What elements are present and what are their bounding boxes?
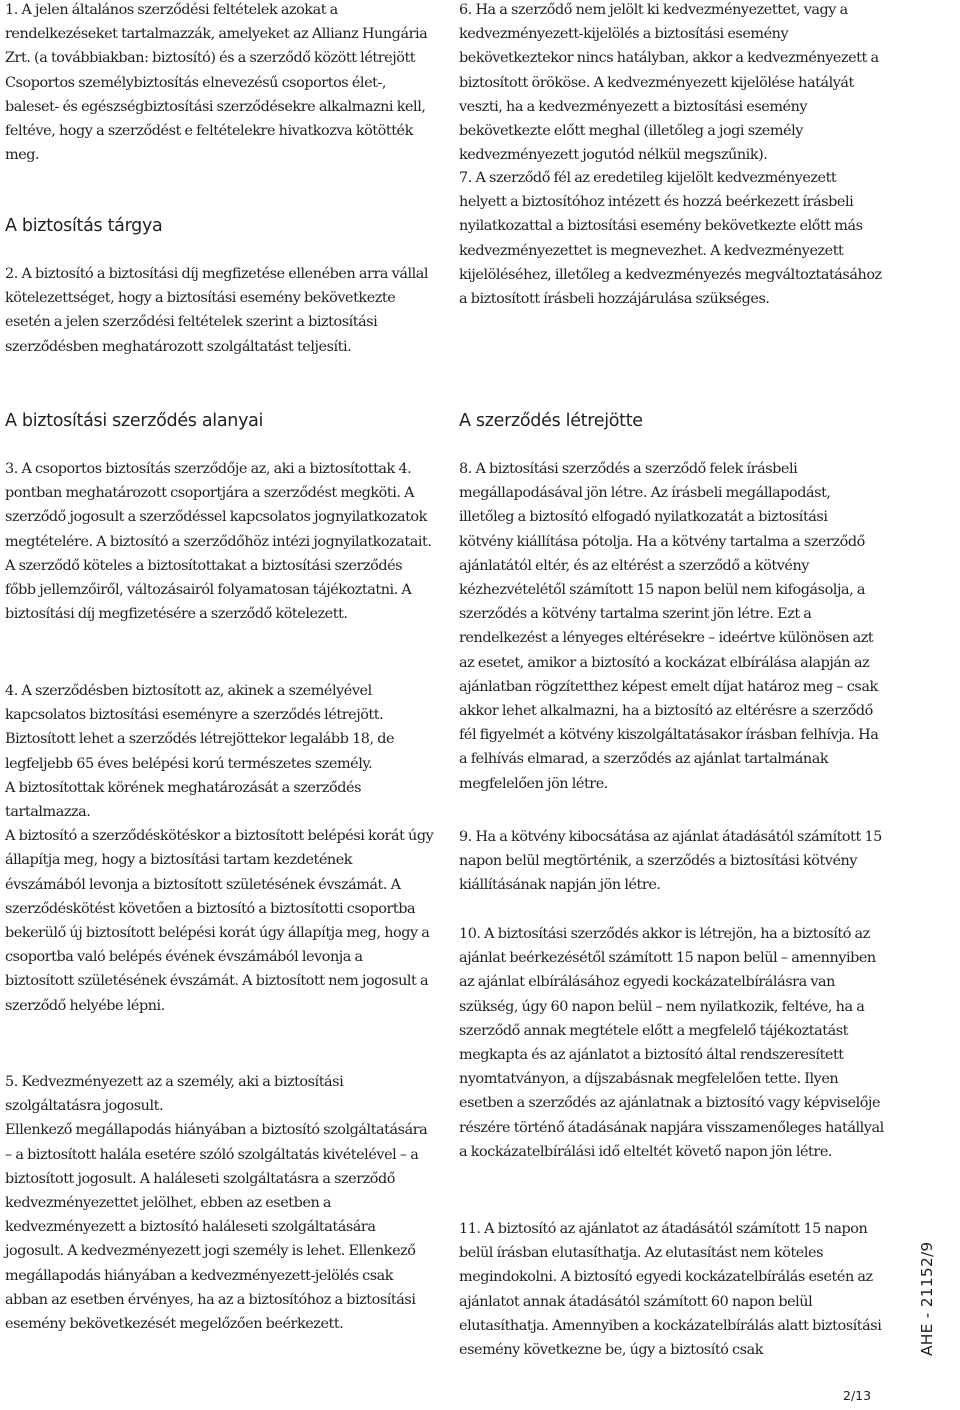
section-5-block: [5, 1070, 435, 1336]
section-8-paragraph: 8. A biztosítási szerződés a szerződő felek írásbeli megállapodásával jön létre. Az írásbeli megállapodást, illetőleg a biztosító elfogadó nyilatkozatát a biztosítási kötvény kiállítása pótolja. Ha a kötvény tartalma a szerződő ajánlatától eltér, és az eltérést a szerződő a kötvény kézhezvételétől számított 15 napon belül nem kifogásolja, a szerződés a kötvény tartalma szerint jön létre. Ezt a rendelkezést a lényeges eltérésekre – ideértve különösen azt az esetet, amikor a biztosító a kockázat elbírálása alapján az ajánlatban rögzítetthez képest emelt díjat határoz meg – csak akkor lehet alkalmazni, ha a biztosító az eltérésre a szerződő fél figyelmét a kötvény kiszolgáltatásakor írásban felhívja. Ha a felhívás elmarad, a szerződés az ajánlat tartalmának megfelelően jön létre.: [459, 461, 879, 792]
page-number: 2/13: [843, 1388, 872, 1403]
section-4-paragraph: A biztosító a szerződéskötéskor a biztosított belépési korát úgy állapítja meg, hogy a biztosítási tartam kezdetének évszámából levonja a biztosított születésének évszámát. A szerződéskötést követően a biztosító a biztosítotti csoportba bekerülő új biztosított belépési korát úgy állapítja meg, hogy a csoportba való belépés évének évszámából levonja a biztosított születésének évszámát. A biztosított nem jogosult a szerződő helyébe lépni.: [5, 828, 434, 1014]
section-4-block: [5, 679, 435, 1018]
section-6-paragraph: 6. Ha a szerződő nem jelölt ki kedvezményezettet, vagy a kedvezményezett-kijelölés a biztosítási esemény bekövetkeztekor nincs hatályban, akkor a kedvezményezett a biztosított örököse. A kedvezményezett kijelölése hatályát veszti, ha a kedvezményezett a biztosítási esemény bekövetkezte előtt meghal (illetőleg a jogi személy kedvezményezett jogutód nélkül megszűnik).: [459, 2, 879, 164]
heading-subject-of-insurance: A biztosítás tárgya: [5, 216, 163, 236]
section-5-paragraph: Ellenkező megállapodás hiányában a biztosító szolgáltatására – a biztosított halála esetére szóló szolgáltatás kivételével – a biztosított jogosult. A haláleseti szolgáltatásra a szerződő kedvezményezettet jelölhet, ebben az esetben a kedvezményezett a biztosító haláleseti szolgáltatására jogosult. A kedvezményezett jogi személy is lehet. Ellenkező megállapodás hiányában a kedvezményezett-jelölés csak abban az esetben érvényes, ha az a biztosítóhoz a biztosítási esemény bekövetkezését megelőzően beérkezett.: [5, 1122, 428, 1333]
section-4-paragraph: 4. A szerződésben biztosított az, akinek a személyével kapcsolatos biztosítási eseményre a szerződés létrejött.: [5, 683, 384, 724]
section-10-paragraph: 10. A biztosítási szerződés akkor is létrejön, ha a biztosító az ajánlat beérkezésétől számított 15 napon belül – amennyiben az ajánlat elbírálásához egyedi kockázatelbírálásra van szükség, úgy 60 napon belül – nem nyilatkozik, feltéve, ha a szerződő annak megtétele előtt a megfelelő tájékoztatást megkapta és az ajánlatot a biztosító által rendszeresített nyomtatványon, a díjszabásnak megfelelően tette. Ilyen esetben a szerződés az ajánlatnak a biztosító vagy képviselője részére történő átadásának napjára visszamenőleges hatállyal a kockázatelbírálási idő elteltét követő napon jön létre.: [459, 926, 884, 1160]
section-11-paragraph: 11. A biztosító az ajánlatot az átadásától számított 15 napon belül írásban elutasíthatja. Az elutasítást nem köteles megindokolni. A biztosító egyedi kockázatelbírálás esetén az ajánlatot annak átadásától számított 60 napon belül elutasíthatja. Amennyiben a kockázatelbírálás alatt biztosítási esemény következne be, úgy a biztosító csak: [459, 1221, 882, 1359]
section-5-paragraph: 5. Kedvezményezett az a személy, aki a biztosítási szolgáltatásra jogosult.: [5, 1074, 344, 1115]
section-4-paragraph: A biztosítottak körének meghatározását a szerződés tartalmazza.: [5, 779, 362, 821]
section-4-paragraph: Biztosított lehet a szerződés létrejöttekor legalább 18, de legfeljebb 65 éves belépési korú természetes személy.: [5, 731, 395, 772]
section-3-paragraph: 3. A csoportos biztosítás szerződője az, aki a biztosítottak 4. pontban meghatározott csoportjára a szerződést megköti. A szerződő jogosult a szerződéssel kapcsolatos jognyilatkozatok megtételére. A biztosító a szerződőhöz intézi jognyilatkozatait. A szerződő köteles a biztosítottakat a biztosítási szerződés főbb jellemzőiről, változásairól folyamatosan tájékoztatni. A biztosítási díj megfizetésére a szerződő kötelezett.: [5, 461, 432, 623]
document-code: AHE - 21152/9: [918, 1241, 936, 1356]
section-7-paragraph: 7. A szerződő fél az eredetileg kijelölt kedvezményezett helyett a biztosítóhoz intézett és hozzá beérkezett írásbeli nyilatkozattal a biztosítási esemény bekövetkezte előtt más kedvezményezettet is megnevezhet. A kedvezményezett kijelöléséhez, illetőleg a kedvezményezés megváltoztatásához a biztosított írásbeli hozzájárulása szükséges.: [459, 170, 882, 308]
heading-contract-formation: A szerződés létrejötte: [459, 411, 643, 431]
section-9-paragraph: 9. Ha a kötvény kibocsátása az ajánlat átadásától számított 15 napon belül megtörténik, a szerződés a biztosítási kötvény kiállításának napján jön létre.: [459, 829, 882, 894]
section-1-paragraph: 1. A jelen általános szerződési feltételek azokat a rendelkezéseket tartalmazzák, amelyeket az Allianz Hungária Zrt. (a továbbiakban: biztosító) és a szerződő között létrejött Csoportos személybiztosítás elnevezésű csoportos élet-, baleset- és egészségbiztosítási szerződésekre alkalmazni kell, feltéve, hogy a szerződést e feltételekre hivatkozva kötötték meg.: [5, 2, 428, 164]
heading-parties-of-contract: A biztosítási szerződés alanyai: [5, 411, 264, 431]
section-2-paragraph: 2. A biztosító a biztosítási díj megfizetése ellenében arra vállal kötelezettséget, hogy a biztosítási esemény bekövetkezte esetén a jelen szerződési feltételek szerint a biztosítási szerződésben meghatározott szolgáltatást teljesíti.: [5, 266, 429, 355]
